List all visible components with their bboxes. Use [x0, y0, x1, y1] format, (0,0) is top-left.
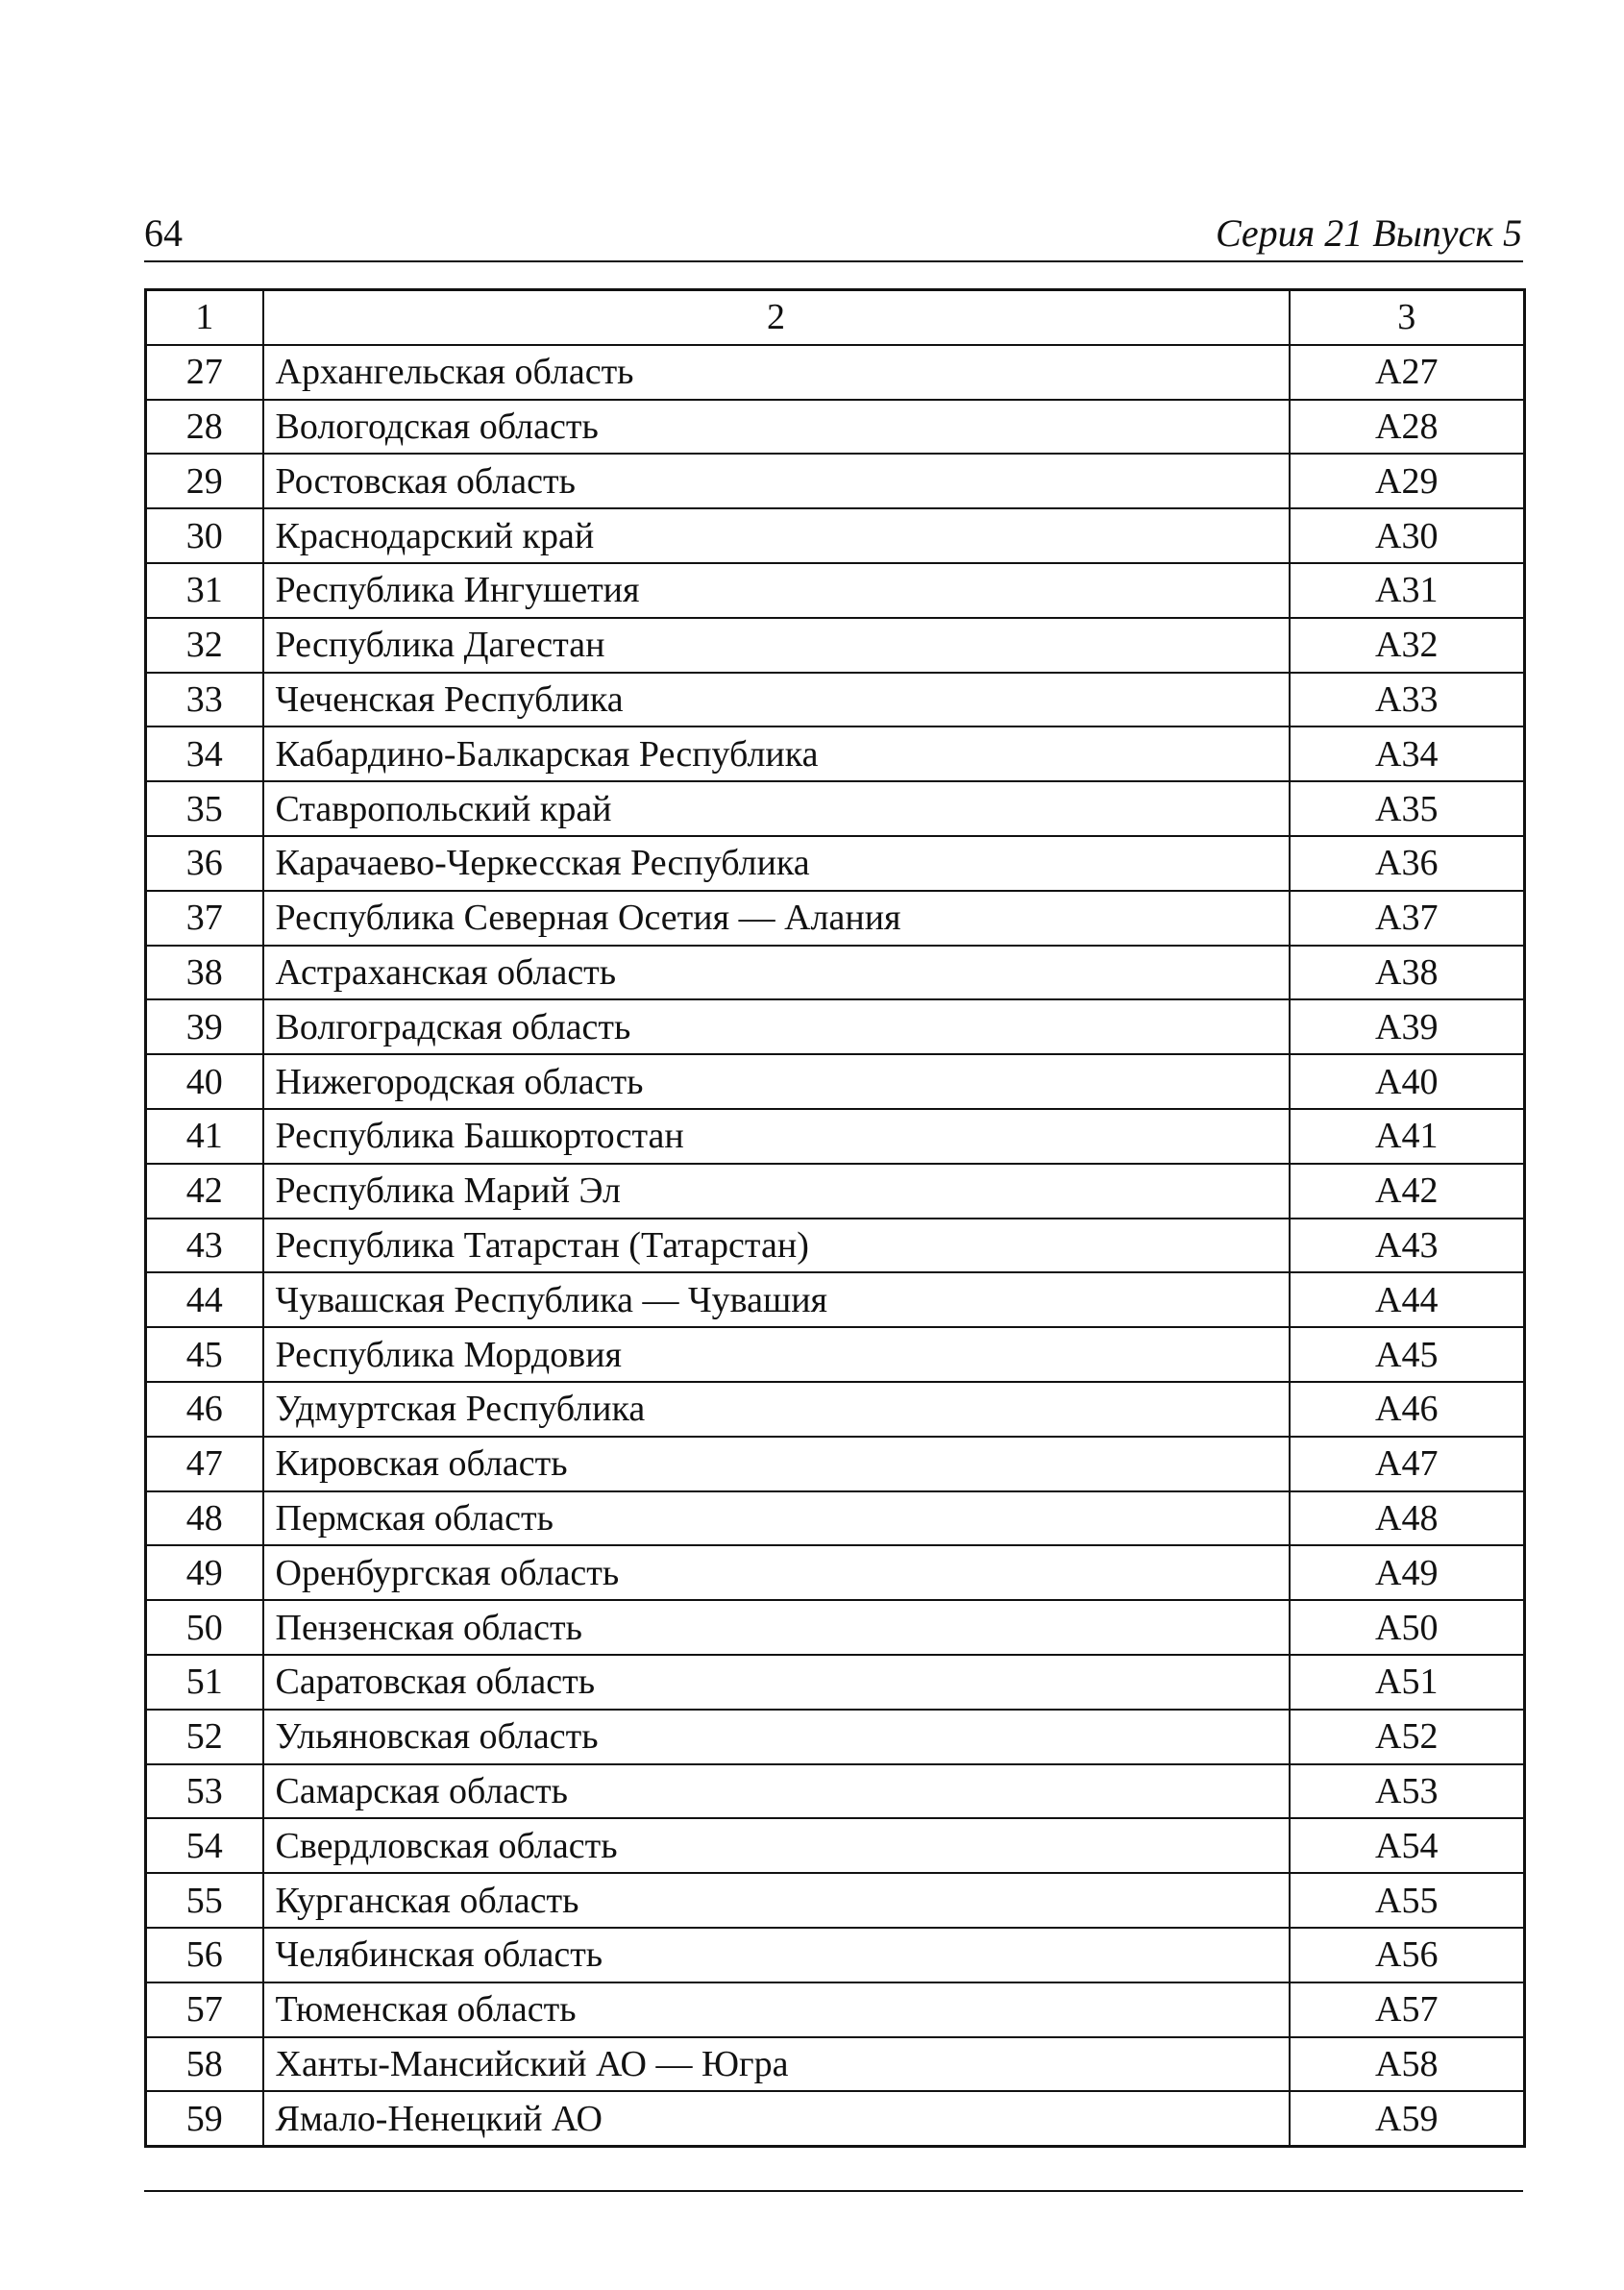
- table-row: [146, 781, 1525, 836]
- table-row: [146, 1928, 1525, 1982]
- row-number-cell: 48: [146, 1491, 263, 1546]
- region-name-cell: Курганская область: [263, 1873, 1290, 1928]
- region-code-cell: А56: [1290, 1928, 1525, 1982]
- row-number-cell: 50: [146, 1600, 263, 1655]
- region-code-cell: А31: [1290, 563, 1525, 618]
- row-number-cell: 47: [146, 1437, 263, 1491]
- region-code-cell: А52: [1290, 1710, 1525, 1764]
- region-code-cell: А47: [1290, 1437, 1525, 1491]
- row-number-cell: 29: [146, 454, 263, 508]
- header-rule: [144, 260, 1523, 262]
- table-row: [146, 454, 1525, 508]
- region-code-cell: А36: [1290, 836, 1525, 891]
- region-code-cell: А38: [1290, 946, 1525, 1000]
- row-number-cell: 45: [146, 1327, 263, 1382]
- table-row: [146, 1437, 1525, 1491]
- row-number-cell: 34: [146, 726, 263, 781]
- region-code-cell: А28: [1290, 400, 1525, 455]
- region-name-cell: Вологодская область: [263, 400, 1290, 455]
- row-number-cell: 52: [146, 1710, 263, 1764]
- table-row: [146, 1600, 1525, 1655]
- row-number-cell: 41: [146, 1109, 263, 1164]
- table-row: [146, 1764, 1525, 1819]
- region-code-cell: А50: [1290, 1600, 1525, 1655]
- regions-table-container: [144, 288, 1523, 2148]
- region-code-cell: А49: [1290, 1545, 1525, 1600]
- region-name-cell: Ханты-Мансийский АО — Югра: [263, 2037, 1290, 2092]
- region-code-cell: А30: [1290, 508, 1525, 563]
- table-row: [146, 1655, 1525, 1710]
- region-name-cell: Удмуртская Республика: [263, 1382, 1290, 1437]
- row-number-cell: 36: [146, 836, 263, 891]
- region-name-cell: Чеченская Республика: [263, 673, 1290, 727]
- page-number: 64: [144, 211, 183, 255]
- column-header-code: 3: [1290, 290, 1525, 345]
- region-code-cell: А46: [1290, 1382, 1525, 1437]
- region-code-cell: А55: [1290, 1873, 1525, 1928]
- region-code-cell: А58: [1290, 2037, 1525, 2092]
- region-name-cell: Республика Башкортостан: [263, 1109, 1290, 1164]
- region-name-cell: Чувашская Республика — Чувашия: [263, 1272, 1290, 1327]
- row-number-cell: 31: [146, 563, 263, 618]
- region-code-cell: А33: [1290, 673, 1525, 727]
- region-code-cell: А57: [1290, 1982, 1525, 2037]
- table-row: [146, 2091, 1525, 2146]
- region-name-cell: Пермская область: [263, 1491, 1290, 1546]
- region-name-cell: Карачаево-Черкесская Республика: [263, 836, 1290, 891]
- row-number-cell: 46: [146, 1382, 263, 1437]
- row-number-cell: 33: [146, 673, 263, 727]
- region-name-cell: Республика Татарстан (Татарстан): [263, 1219, 1290, 1273]
- region-name-cell: Кировская область: [263, 1437, 1290, 1491]
- table-row: [146, 1873, 1525, 1928]
- row-number-cell: 59: [146, 2091, 263, 2146]
- region-code-cell: А45: [1290, 1327, 1525, 1382]
- region-name-cell: Краснодарский край: [263, 508, 1290, 563]
- region-name-cell: Самарская область: [263, 1764, 1290, 1819]
- row-number-cell: 53: [146, 1764, 263, 1819]
- table-row: [146, 946, 1525, 1000]
- region-name-cell: Республика Ингушетия: [263, 563, 1290, 618]
- table-row: [146, 1327, 1525, 1382]
- region-name-cell: Волгоградская область: [263, 999, 1290, 1054]
- region-code-cell: А48: [1290, 1491, 1525, 1546]
- row-number-cell: 43: [146, 1219, 263, 1273]
- regions-table-body: [146, 290, 1525, 2147]
- region-name-cell: Ульяновская область: [263, 1710, 1290, 1764]
- row-number-cell: 40: [146, 1054, 263, 1109]
- table-row: [146, 1545, 1525, 1600]
- region-code-cell: А27: [1290, 345, 1525, 400]
- region-name-cell: Свердловская область: [263, 1818, 1290, 1873]
- table-row: [146, 1109, 1525, 1164]
- table-row: [146, 673, 1525, 727]
- region-code-cell: А32: [1290, 618, 1525, 673]
- table-row: [146, 836, 1525, 891]
- region-name-cell: Республика Дагестан: [263, 618, 1290, 673]
- table-row: [146, 1818, 1525, 1873]
- table-row: [146, 891, 1525, 946]
- table-row: [146, 618, 1525, 673]
- region-name-cell: Астраханская область: [263, 946, 1290, 1000]
- table-row: [146, 345, 1525, 400]
- region-name-cell: Ставропольский край: [263, 781, 1290, 836]
- region-name-cell: Пензенская область: [263, 1600, 1290, 1655]
- region-name-cell: Республика Северная Осетия — Алания: [263, 891, 1290, 946]
- region-code-cell: А42: [1290, 1164, 1525, 1219]
- table-row: [146, 563, 1525, 618]
- region-code-cell: А51: [1290, 1655, 1525, 1710]
- region-code-cell: А54: [1290, 1818, 1525, 1873]
- table-header-row: [146, 290, 1525, 345]
- row-number-cell: 51: [146, 1655, 263, 1710]
- table-row: [146, 2037, 1525, 2092]
- region-code-cell: А37: [1290, 891, 1525, 946]
- row-number-cell: 37: [146, 891, 263, 946]
- table-row: [146, 999, 1525, 1054]
- region-code-cell: А34: [1290, 726, 1525, 781]
- region-name-cell: Ямало-Ненецкий АО: [263, 2091, 1290, 2146]
- row-number-cell: 42: [146, 1164, 263, 1219]
- table-row: [146, 1054, 1525, 1109]
- table-row: [146, 1272, 1525, 1327]
- row-number-cell: 27: [146, 345, 263, 400]
- table-row: [146, 1382, 1525, 1437]
- table-row: [146, 1491, 1525, 1546]
- row-number-cell: 54: [146, 1818, 263, 1873]
- region-code-cell: А44: [1290, 1272, 1525, 1327]
- region-name-cell: Нижегородская область: [263, 1054, 1290, 1109]
- table-row: [146, 1982, 1525, 2037]
- row-number-cell: 58: [146, 2037, 263, 2092]
- region-name-cell: Тюменская область: [263, 1982, 1290, 2037]
- region-code-cell: А41: [1290, 1109, 1525, 1164]
- table-row: [146, 1219, 1525, 1273]
- table-row: [146, 400, 1525, 455]
- column-header-name: 2: [263, 290, 1290, 345]
- row-number-cell: 35: [146, 781, 263, 836]
- region-code-cell: А43: [1290, 1219, 1525, 1273]
- row-number-cell: 56: [146, 1928, 263, 1982]
- region-code-cell: А35: [1290, 781, 1525, 836]
- running-title: Серия 21 Выпуск 5: [1215, 211, 1522, 255]
- region-code-cell: А53: [1290, 1764, 1525, 1819]
- region-name-cell: Оренбургская область: [263, 1545, 1290, 1600]
- region-code-cell: А29: [1290, 454, 1525, 508]
- table-row: [146, 508, 1525, 563]
- region-name-cell: Республика Мордовия: [263, 1327, 1290, 1382]
- table-row: [146, 726, 1525, 781]
- region-code-cell: А39: [1290, 999, 1525, 1054]
- regions-table: [144, 288, 1526, 2148]
- region-name-cell: Саратовская область: [263, 1655, 1290, 1710]
- row-number-cell: 30: [146, 508, 263, 563]
- region-code-cell: А40: [1290, 1054, 1525, 1109]
- region-name-cell: Республика Марий Эл: [263, 1164, 1290, 1219]
- row-number-cell: 39: [146, 999, 263, 1054]
- row-number-cell: 55: [146, 1873, 263, 1928]
- region-name-cell: Архангельская область: [263, 345, 1290, 400]
- column-header-number: 1: [146, 290, 263, 345]
- row-number-cell: 32: [146, 618, 263, 673]
- table-row: [146, 1710, 1525, 1764]
- row-number-cell: 38: [146, 946, 263, 1000]
- region-name-cell: Кабардино-Балкарская Республика: [263, 726, 1290, 781]
- row-number-cell: 57: [146, 1982, 263, 2037]
- row-number-cell: 44: [146, 1272, 263, 1327]
- region-name-cell: Ростовская область: [263, 454, 1290, 508]
- row-number-cell: 49: [146, 1545, 263, 1600]
- table-row: [146, 1164, 1525, 1219]
- row-number-cell: 28: [146, 400, 263, 455]
- region-name-cell: Челябинская область: [263, 1928, 1290, 1982]
- footer-rule: [144, 2190, 1523, 2192]
- region-code-cell: А59: [1290, 2091, 1525, 2146]
